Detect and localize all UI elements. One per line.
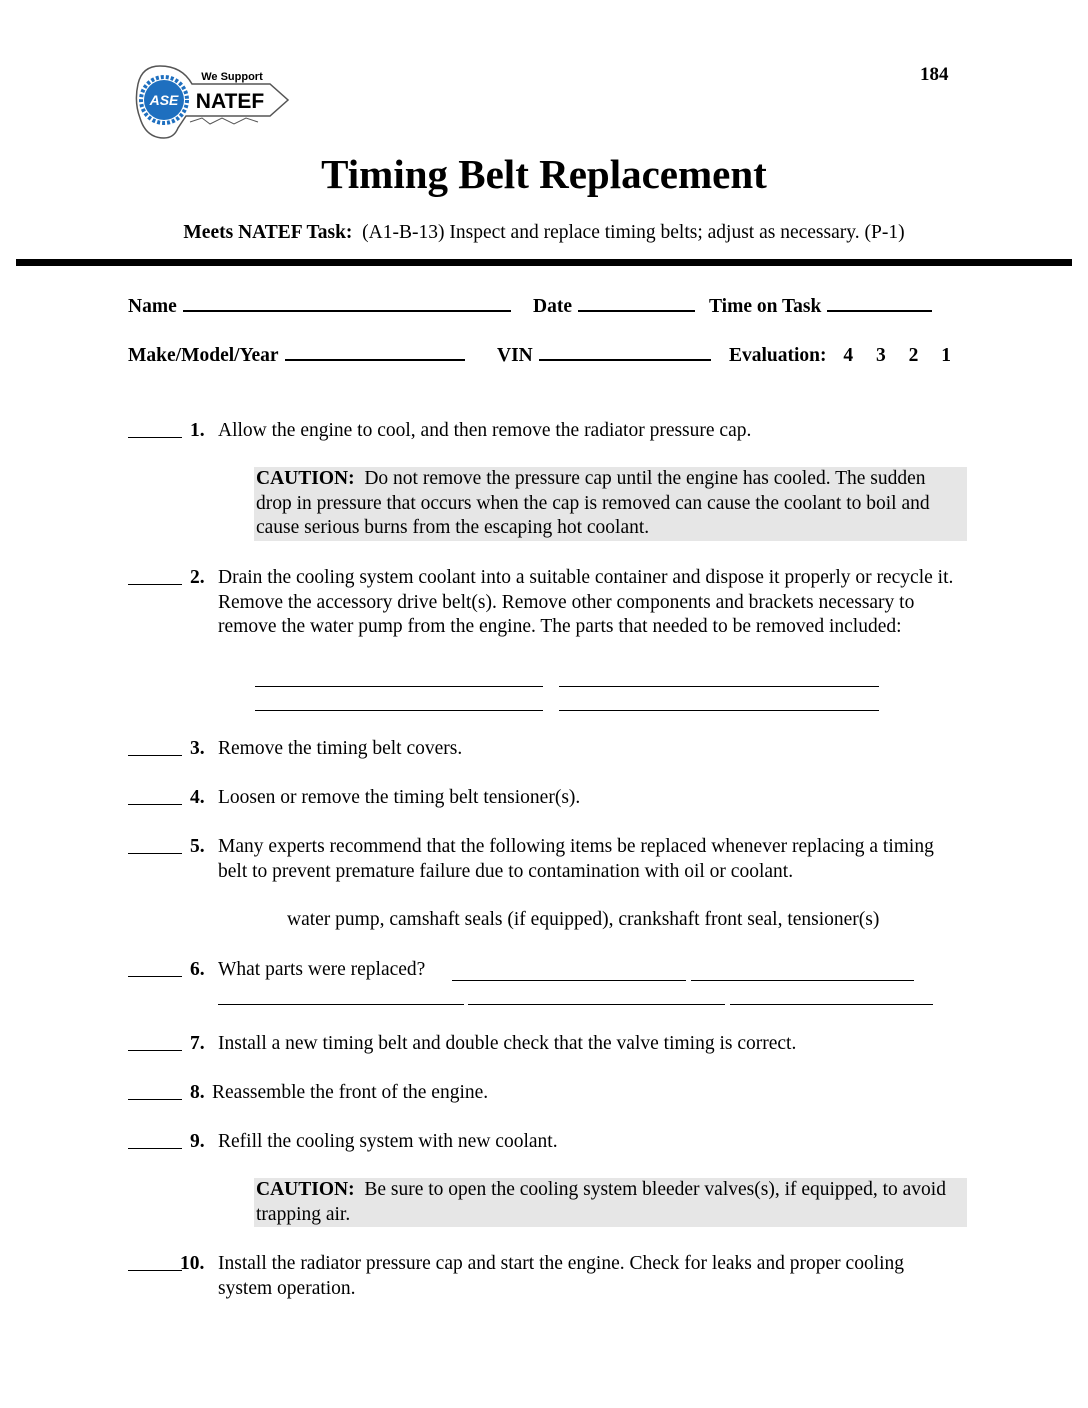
caution-label: CAUTION: — [256, 1179, 355, 1200]
step-checkbox-line[interactable] — [128, 976, 182, 977]
time-on-task-label: Time on Task — [709, 296, 822, 317]
answer-line[interactable] — [730, 1004, 933, 1005]
step-number: 7. — [190, 1033, 205, 1054]
vin-label: VIN — [497, 345, 533, 366]
page-title: Timing Belt Replacement — [321, 151, 767, 197]
step-number: 9. — [190, 1131, 205, 1152]
step-text: Loosen or remove the timing belt tensioner(s). — [218, 787, 581, 808]
score-3[interactable]: 3 — [876, 345, 886, 366]
evaluation-label: Evaluation: — [729, 345, 827, 366]
recommended-items: water pump, camshaft seals (if equipped), crankshaft front seal, tensioner(s) — [287, 909, 880, 930]
answer-line[interactable] — [218, 1004, 464, 1005]
make-model-year-label: Make/Model/Year — [128, 345, 279, 366]
svg-text:NATEF: NATEF — [195, 90, 265, 113]
step-checkbox-line[interactable] — [128, 853, 182, 854]
score-1[interactable]: 1 — [941, 345, 952, 366]
answer-line[interactable] — [691, 980, 914, 981]
date-label: Date — [533, 296, 572, 317]
step-text: Drain the cooling system coolant into a suitable container and dispose it properly or recycle it. Remove the accessory drive belt(s). Remove other components and brackets necessary to remove the water pump from the engine. The parts that needed to be removed included: — [218, 567, 954, 637]
name-field[interactable] — [128, 296, 511, 318]
step-checkbox-line[interactable] — [128, 804, 182, 805]
caution-label: CAUTION: — [256, 468, 355, 489]
answer-line[interactable] — [468, 1004, 725, 1005]
caution-box — [254, 1178, 967, 1227]
svg-text:ASE: ASE — [149, 92, 179, 108]
score-4[interactable]: 4 — [843, 345, 854, 366]
date-field[interactable] — [533, 296, 695, 318]
natef-logo — [130, 60, 292, 144]
step-checkbox-line[interactable] — [128, 1270, 182, 1271]
step-text: Remove the timing belt covers. — [218, 738, 463, 759]
step-text: Refill the cooling system with new coolant. — [218, 1131, 558, 1152]
caution-box — [254, 467, 967, 541]
step-text: Install a new timing belt and double check that the valve timing is correct. — [218, 1033, 797, 1054]
name-label: Name — [128, 296, 177, 317]
caution-text: Be sure to open the cooling system bleeder valves(s), if equipped, to avoid trapping air. — [256, 1179, 946, 1225]
step-number: 10. — [180, 1253, 205, 1274]
task-text: (A1-B-13) Inspect and replace timing belts; adjust as necessary. (P-1) — [362, 222, 905, 243]
step-number: 5. — [190, 836, 205, 857]
step-text: Many experts recommend that the following items be replaced whenever replacing a timing belt to prevent premature failure due to contamination with oil or coolant. — [218, 836, 934, 882]
natef-task — [0, 222, 1088, 244]
step-text: Allow the engine to cool, and then remove the radiator pressure cap. — [218, 420, 752, 441]
evaluation — [729, 345, 951, 367]
answer-line[interactable] — [452, 980, 686, 981]
step-number: 8. — [190, 1082, 205, 1103]
step-checkbox-line[interactable] — [128, 755, 182, 756]
step-text: Install the radiator pressure cap and start the engine. Check for leaks and proper cooling system operation. — [218, 1253, 905, 1299]
score-2[interactable]: 2 — [908, 345, 919, 366]
vin-field[interactable] — [497, 345, 711, 367]
step-checkbox-line[interactable] — [128, 437, 182, 438]
step-text: What parts were replaced? — [218, 959, 426, 980]
svg-text:We Support: We Support — [201, 71, 263, 83]
time-on-task-field[interactable] — [709, 296, 932, 318]
step-number: 4. — [190, 787, 205, 808]
make-model-year-field[interactable] — [128, 345, 465, 367]
step-checkbox-line[interactable] — [128, 584, 182, 585]
step-checkbox-line[interactable] — [128, 1099, 182, 1100]
step-number: 2. — [190, 567, 205, 588]
caution-text: Do not remove the pressure cap until the engine has cooled. The sudden drop in pressure that occurs when the cap is removed can cause the coolant to boil and cause serious burns from the escaping hot coolant. — [256, 468, 930, 538]
step-number: 3. — [190, 738, 205, 759]
step-number: 1. — [190, 420, 205, 441]
step-number: 6. — [190, 959, 205, 980]
step-checkbox-line[interactable] — [128, 1148, 182, 1149]
answer-line[interactable] — [255, 710, 543, 711]
divider-bar — [16, 259, 1072, 266]
answer-line[interactable] — [559, 710, 879, 711]
page-number: 184 — [920, 64, 949, 85]
task-label: Meets NATEF Task: — [183, 222, 353, 243]
answer-line[interactable] — [559, 686, 879, 687]
step-text: Reassemble the front of the engine. — [212, 1082, 489, 1103]
step-checkbox-line[interactable] — [128, 1050, 182, 1051]
answer-line[interactable] — [255, 686, 543, 687]
